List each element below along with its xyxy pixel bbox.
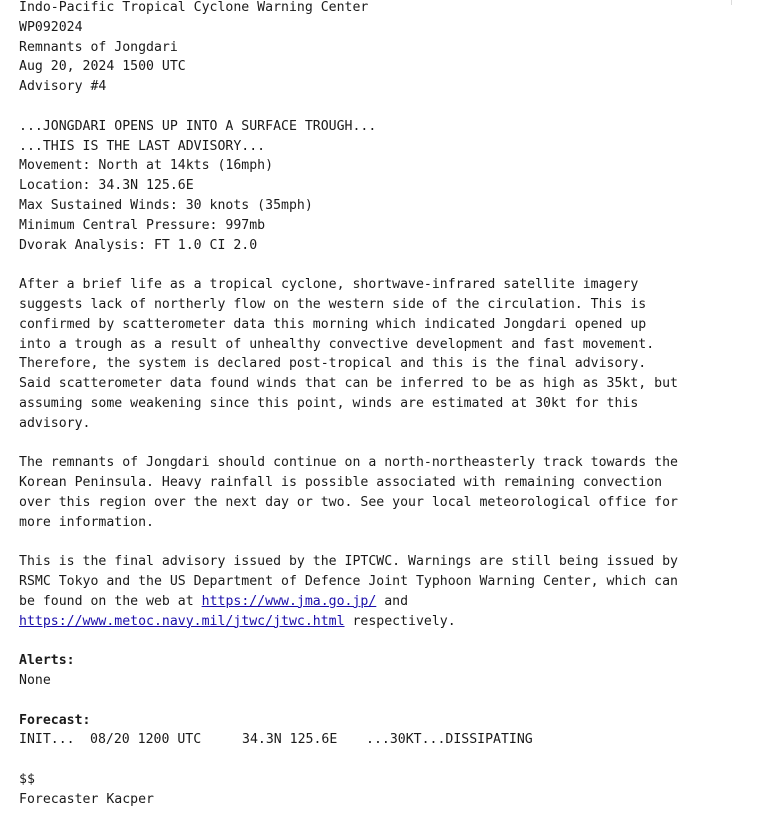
spacer [19, 750, 731, 770]
storm-name: Remnants of Jongdari [19, 39, 178, 55]
spacer [19, 632, 731, 652]
forecast-init: INIT... [19, 732, 75, 748]
advisory-number: Advisory #4 [19, 79, 107, 95]
discussion-line: RSMC Tokyo and the US Department of Defence Joint Typhoon Warning Center, which can [19, 574, 678, 590]
discussion-line: suggests lack of northerly flow on the western side of the circulation. This is [19, 296, 647, 312]
discussion-line: Korean Peninsula. Heavy rainfall is possible associated with remaining convection [19, 475, 663, 491]
discussion-text: and [376, 593, 409, 609]
spacer [19, 434, 731, 454]
spacer [19, 533, 731, 553]
forecast-section [19, 711, 731, 751]
spacer [19, 97, 731, 117]
discussion-line: Said scatterometer data found winds that can be inferred to be as high as 35kt, but [19, 376, 678, 392]
discussion-paragraph-1 [19, 275, 731, 433]
alerts-section [19, 651, 731, 691]
discussion-line: assuming some weakening since this point, winds are estimated at 30kt for this [19, 395, 639, 411]
alerts-label: Alerts: [19, 653, 75, 669]
discussion-line: more information. [19, 514, 154, 530]
center-name: Indo-Pacific Tropical Cyclone Warning Center [19, 0, 369, 15]
forecast-row [19, 730, 731, 750]
page-edge-line [731, 0, 732, 5]
forecast-status: ...30KT...DISSIPATING [366, 732, 533, 748]
discussion-line: Therefore, the system is declared post-tropical and this is the final advisory. [19, 356, 647, 372]
spacer [19, 255, 731, 275]
discussion-paragraph-2 [19, 453, 731, 532]
headline-2: ...THIS IS THE LAST ADVISORY... [19, 138, 266, 154]
advisory-header [19, 0, 731, 97]
advisory-document [19, 0, 731, 810]
dvorak-analysis: Dvorak Analysis: FT 1.0 CI 2.0 [19, 237, 258, 253]
jma-link[interactable]: https://www.jma.go.jp/ [201, 593, 377, 609]
footer [19, 770, 731, 810]
discussion-line: The remnants of Jongdari should continue on a north-northeasterly track towards the [19, 455, 678, 471]
discussion-text: be found on the web at [19, 593, 202, 609]
central-pressure: Minimum Central Pressure: 997mb [19, 217, 266, 233]
movement: Movement: North at 14kts (16mph) [19, 158, 274, 174]
headlines [19, 117, 731, 157]
alerts-value: None [19, 673, 51, 689]
discussion-line: After a brief life as a tropical cyclone, shortwave-infrared satellite imagery [19, 277, 639, 293]
discussion-line [19, 612, 731, 632]
storm-id: WP092024 [19, 19, 83, 35]
forecast-time: 08/20 1200 UTC [90, 732, 202, 748]
discussion-line: over this region over the next day or two. See your local meteorological office for [19, 494, 678, 510]
discussion-line [19, 592, 731, 612]
discussion-text: respectively. [344, 613, 456, 629]
advisory-datetime: Aug 20, 2024 1500 UTC [19, 59, 186, 75]
summary-block [19, 156, 731, 255]
forecaster-name: Forecaster Kacper [19, 791, 154, 807]
max-winds: Max Sustained Winds: 30 knots (35mph) [19, 197, 313, 213]
discussion-line: into a trough as a result of unhealthy convective development and fast movement. [19, 336, 655, 352]
discussion-paragraph-3 [19, 552, 731, 631]
forecast-label: Forecast: [19, 712, 91, 728]
location: Location: 34.3N 125.6E [19, 178, 194, 194]
spacer [19, 691, 731, 711]
jtwc-link[interactable]: https://www.metoc.navy.mil/jtwc/jtwc.html [19, 613, 345, 629]
discussion-line: confirmed by scatterometer data this morning which indicated Jongdari opened up [19, 316, 647, 332]
forecast-position: 34.3N 125.6E [242, 732, 338, 748]
discussion-line: This is the final advisory issued by the IPTCWC. Warnings are still being issued by [19, 554, 678, 570]
discussion-line: advisory. [19, 415, 91, 431]
end-mark: $$ [19, 772, 35, 788]
headline-1: ...JONGDARI OPENS UP INTO A SURFACE TROUGH... [19, 118, 377, 134]
